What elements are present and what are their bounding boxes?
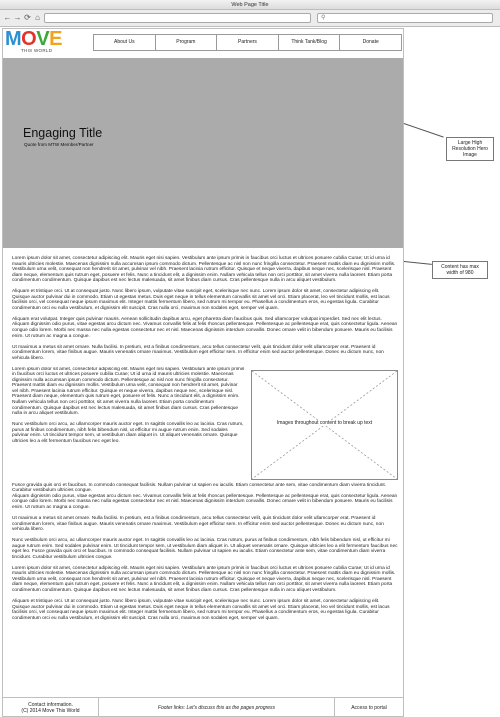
content-paragraph: Lorem ipsum dolor sit amet, consectetur adipiscing elit. Mauris eget nisi sapien. Vestibulum ante ipsum primis in faucibus orci luctus et ultrices posuere cubilia Curae; Ut id urna id mauris ultricies molestie. Maecenas dignissim nulla accumsan ipsum commodo dictum. Pellentesque ac nisl non nunc fringilla consectetur. Praesent mattis diam eu dignissim mollis. Vestibulum urna velit, consequat non hendrerit sit amet, pulvinar vel nibh. Praesent lacinia rutrum efficitur. Quisque et neque viverra, dapibus neque nec, scelerisque nisl. Praesent diam neque, elementum quis rutrum eget, posuere et felis. Nunc a tincidunt elit, a dignissim enim. Nullam vehicula tellus non orci porttitor, sit amet viverra nulla laoreet. Etiam porta condimentum condimentum. Quisque dapibus est nec lectus malesuada, sit amet finibus diam cursus. Cras pellentesque nulla in arcu aliquet vestibulum. xyxy=(12,565,396,593)
window-title: Web Page Title xyxy=(0,0,500,10)
content-paragraph: Nunc vestibulum orci arcu, ac ullamcorper mauris auctor eget. In sagittis convallis leo ac lacinia. Cras rutrum, purus at finibus condimentum, nibh felis bibendum nisl, ut efficitur mi augue rutrum enim. Sed sodales pulvinar enim. Ut tincidunt tempor sem, ut vestibulum diam aliquet in. Ut aliquet venenatis ornare. Quisque ultricies leo a elit fermentum faucibus nec eget leo. xyxy=(12,422,244,444)
footer-contact-info: Contact information. xyxy=(28,701,73,708)
image-caption: Images throughout content to break up text xyxy=(252,421,397,427)
hero-quote: Quote from MTW Member/Partner xyxy=(24,142,94,147)
site-logo[interactable] xyxy=(5,30,75,55)
footer-links[interactable]: Footer links: Let's discuss this as the pages progress xyxy=(99,698,335,717)
main-content xyxy=(12,256,398,627)
content-paragraph: Ut maximus a metus sit amet ornare. Nulla facilisi. In pretium, est a finibus condimentum, arcu tellus consectetur velit, quis tincidunt dolor velit ullamcorper erat. Praesent id condimentum lorem, vitae finibus augue. Mauris venenatis ornare maximus. Vestibulum eget efficitur sem. In efficitur enim sed auctor pellentesque. Donec eu dictum nunc, non vehicula libero. xyxy=(12,344,384,361)
search-icon: ⚲ xyxy=(321,15,326,21)
portal-link[interactable]: Access to portal xyxy=(351,704,387,711)
nav-program[interactable]: Program xyxy=(156,35,218,50)
annotation-connector xyxy=(404,123,444,138)
site-footer xyxy=(3,697,403,717)
address-bar[interactable] xyxy=(44,13,311,23)
hero-title: Engaging Title xyxy=(23,126,103,140)
content-paragraph: Lorem ipsum dolor sit amet, consectetur adipiscing elit. Mauris eget nisi sapien. Vestibulum ante ipsum primis in faucibus orci luctus et ultrices posuere cubilia Curae; Ut id urna id mauris ultricies molestie. Maecenas dignissim nulla accumsan ipsum commodo dictum. Pellentesque ac nisl non nunc fringilla consectetur. Praesent mattis diam eu dignissim mollis. Vestibulum urna velit, consequat non hendrerit sit amet, pulvinar vel nibh. Praesent lacinia rutrum efficitur. Quisque et neque viverra, dapibus neque nec, scelerisque nisl. Praesent diam neque, elementum quis rutrum eget, posuere et felis. Nunc a tincidunt elit, a dignissim enim. Nullam vehicula tellus non orci porttitor, sit amet viverra nulla laoreet. Etiam porta condimentum condimentum. Quisque dapibus est nec lectus malesuada, sit amet finibus diam cursus. Cras pellentesque nulla in arcu aliquet vestibulum. xyxy=(12,256,396,284)
nav-about-us[interactable]: About Us xyxy=(94,35,156,50)
nav-partners[interactable]: Partners xyxy=(217,35,279,50)
browser-search-input[interactable] xyxy=(317,13,493,23)
content-paragraph: Aliquam et tristique orci. Ut at consequat justo. Nunc libero ipsum, vulputate vitae suscipit eget, scelerisque nec nunc. Lorem ipsum dolor sit amet, consectetur adipiscing elit. Quisque auctor pulvinar dui in commodo. Etiam ut egestas metus. Duis eget neque in tellus elementum convallis sit amet vel orci. Etiam placerat, leo vel tincidunt mollis, est lacus facilisis orci, vel consequat neque ipsum maximus elit. Integer mattis fermentum libero, sed rutrum mi tempor eu. Phasellus a condimentum eros, eu egestas ligula. Curabitur condimentum orci eu nulla vestibulum, et dignissim elit suscipit. Cras nulla orci, maximus non sodales eget, semper vel quam. xyxy=(12,599,390,621)
reload-icon[interactable]: ⟳ xyxy=(24,13,31,22)
footer-copyright: (C) 2014 Move This World xyxy=(21,707,80,714)
main-nav xyxy=(93,34,402,51)
annotation-content-width: Content has max width of 980 xyxy=(432,261,488,279)
hero-image xyxy=(3,58,403,248)
content-paragraph: Aliquam dignissim odio purus, vitae egestas arcu dictum nec. Vivamus convallis felis at felis rhoncus pellentesque. Pellentesque ac pellentesque erat, quis consectetur ligula. Aenean congue odio lorem. Morbi nec massa nec nulla egestas consectetur nec et nisl. Maecenas dignissim interdum convallis. Donec ornare velit in bibendum posuere. Mauris eu facilisis enim. Ut rutrum ac magna a congue. xyxy=(12,493,398,510)
site-header xyxy=(3,29,403,56)
content-paragraph: Nunc vestibulum orci arcu, ac ullamcorper mauris auctor eget. In sagittis convallis leo ac lacinia. Cras rutrum, purus at finibus condimentum, nibh felis bibendum nisl, ut efficitur mi augue rutrum enim. Sed sodales pulvinar enim. Ut tincidunt tempor sem, ut vestibulum diam aliquet in. Ut aliquet venenatis ornare. Quisque ultricies leo a elit fermentum faucibus nec eget leo. Fusce gravida quis orci et faucibus. In commodo consequat facilisis. Nullam pulvinar ut sapien eu iaculis. Etiam consectetur ante sem, vitae condimentum diam viverra tincidunt. Curabitur vestibulum ultricies congue. xyxy=(12,538,398,560)
content-paragraph: Lorem ipsum dolor sit amet, consectetur adipiscing elit. Mauris eget nisi sapien. Vestibulum ante ipsum primis in faucibus orci luctus et ultrices posuere cubilia Curae; Ut id urna id mauris ultricies molestie. Maecenas dignissim nulla accumsan ipsum commodo dictum. Pellentesque ac nisl non nunc fringilla consectetur. Praesent mattis diam eu dignissim mollis. Vestibulum urna velit, consequat non hendrerit sit amet, pulvinar vel nibh. Praesent lacinia rutrum efficitur. Quisque et neque viverra, dapibus neque nec, scelerisque nisl. Praesent diam neque, elementum quis rutrum eget, posuere et felis. Nunc a tincidunt elit, a dignissim enim. Nullam vehicula tellus non orci porttitor, sit amet viverra nulla laoreet. Etiam porta condimentum condimentum. Quisque dapibus est nec lectus malesuada, sit amet finibus diam cursus. Cras pellentesque nulla in arcu aliquet vestibulum. xyxy=(12,366,245,417)
content-paragraph: Fusce gravida quis orci et faucibus. In commodo consequat facilisis. Nullam pulvinar ut sapien eu iaculis. Etiam consectetur ante sem, vitae condimentum diam viverra tincidunt. Curabitur vestibulum ultricies congue. xyxy=(12,482,387,494)
browser-toolbar xyxy=(0,10,500,27)
home-icon[interactable]: ⌂ xyxy=(35,13,40,22)
web-page xyxy=(2,28,404,717)
forward-arrow-icon[interactable]: → xyxy=(13,13,22,22)
content-paragraph: Aliquam et tristique orci. Ut at consequat justo. Nunc libero ipsum, vulputate vitae suscipit eget, scelerisque nec nunc. Lorem ipsum dolor sit amet, consectetur adipiscing elit. Quisque auctor pulvinar dui in commodo. Etiam ut egestas metus. Duis eget neque in tellus elementum convallis sit amet vel orci. Etiam placerat, leo vel tincidunt mollis, est lacus facilisis orci, vel consequat neque ipsum maximus elit. Integer mattis fermentum libero, sed rutrum mi tempor eu. Phasellus a condimentum eros, eu egestas ligula. Curabitur condimentum orci eu nulla vestibulum, et dignissim elit suscipit. Cras nulla orci, maximus non sodales eget, semper vel quam. xyxy=(12,289,390,311)
logo-tagline: THIS WORLD xyxy=(21,48,53,53)
content-paragraph: Ut maximus a metus sit amet ornare. Nulla facilisi. In pretium, est a finibus condimentum, arcu tellus consectetur velit, quis tincidunt dolor velit ullamcorper erat. Praesent id condimentum lorem, vitae finibus augue. Mauris venenatis ornare maximus. Vestibulum eget efficitur sem. In efficitur enim sed auctor pellentesque. Donec eu dictum nunc, non vehicula libero. xyxy=(12,515,384,533)
footer-contact xyxy=(3,698,99,717)
annotation-connector xyxy=(404,261,432,265)
annotation-hero: Large High Resolution Hero Image xyxy=(446,137,494,161)
image-placeholder xyxy=(251,370,398,480)
nav-donate[interactable]: Donate xyxy=(362,39,379,45)
content-paragraph: Aliquam erat volutpat. Integer quis pulvinar mauris. Aenean sollicitudin dapibus arcu, eget pharetra diam faucibus quis. Sed ullamcorper volutpat imperdiet. Sed nec elit lectus. Aliquam dignissim odio purus, vitae egestas arcu dictum nec. Vivamus convallis felis at felis rhoncus pellentesque. Pellentesque ac pellentesque erat, quis consectetur ligula. Aenean congue odio lorem. Morbi nec massa nec nulla egestas consectetur nec et nisl. Maecenas dignissim interdum convallis. Donec ornare velit in bibendum posuere. Mauris eu facilisis enim. Ut rutrum ac magna a congue. xyxy=(12,316,398,339)
text-with-image xyxy=(12,367,398,483)
logo-wordmark: MOVE xyxy=(5,28,62,50)
nav-think-tank-blog[interactable]: Think Tank/Blog xyxy=(279,35,341,50)
back-arrow-icon[interactable]: ← xyxy=(3,13,12,22)
